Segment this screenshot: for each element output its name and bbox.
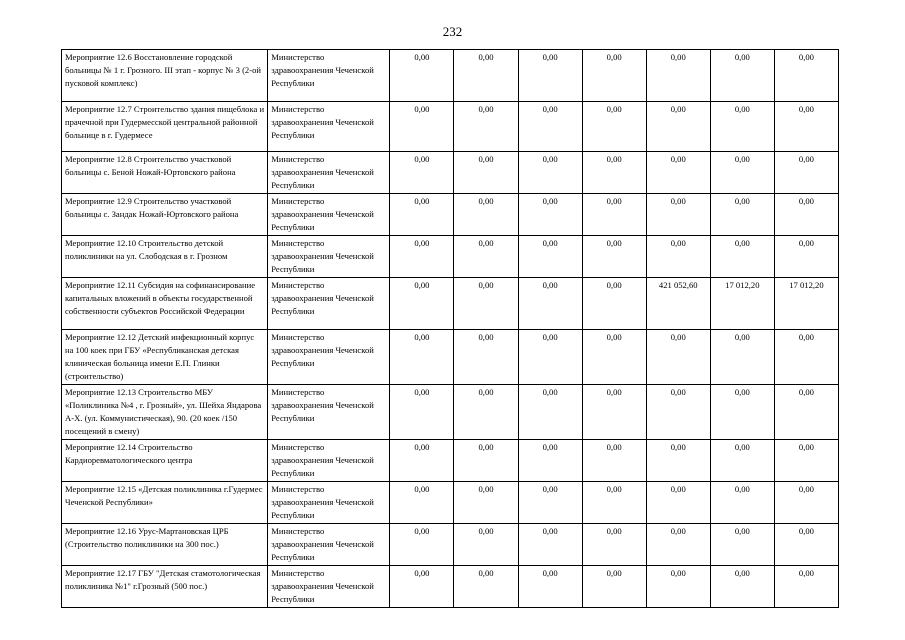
value-cell: 0,00 <box>582 152 646 194</box>
value-cell: 0,00 <box>454 440 518 482</box>
measure-name-cell: Мероприятие 12.11 Субсидия на софинансирование капитальных вложений в объекты государственной собственности субъектов Российской Федерации <box>62 278 268 330</box>
value-cell: 0,00 <box>454 385 518 440</box>
responsible-org-cell: Министерство здравоохранения Чеченской Республики <box>268 194 390 236</box>
value-cell: 0,00 <box>582 440 646 482</box>
value-cell: 0,00 <box>518 50 582 102</box>
responsible-org-cell: Министерство здравоохранения Чеченской Республики <box>268 278 390 330</box>
value-cell: 0,00 <box>518 194 582 236</box>
value-cell: 0,00 <box>518 152 582 194</box>
value-cell: 0,00 <box>582 330 646 385</box>
value-cell: 17 012,20 <box>774 278 838 330</box>
value-cell: 0,00 <box>710 524 774 566</box>
responsible-org-cell: Министерство здравоохранения Чеченской Республики <box>268 330 390 385</box>
value-cell: 0,00 <box>582 194 646 236</box>
value-cell: 0,00 <box>646 194 710 236</box>
value-cell: 0,00 <box>774 385 838 440</box>
measure-name-cell: Мероприятие 12.6 Восстановление городской больницы № 1 г. Грозного. III этап - корпус № 3 (2-ой пусковой комплекс) <box>62 50 268 102</box>
value-cell: 0,00 <box>454 482 518 524</box>
value-cell: 0,00 <box>454 566 518 608</box>
value-cell: 0,00 <box>582 236 646 278</box>
value-cell: 0,00 <box>582 566 646 608</box>
measure-name-cell: Мероприятие 12.15 «Детская поликлиника г.Гудермес Чеченской Республики» <box>62 482 268 524</box>
measure-name-cell: Мероприятие 12.8 Строительство участковой больницы с. Беной Ножай-Юртовского района <box>62 152 268 194</box>
value-cell: 0,00 <box>710 440 774 482</box>
measure-name-cell: Мероприятие 12.10 Строительство детской поликлиники на ул. Слободская в г. Грозном <box>62 236 268 278</box>
value-cell: 0,00 <box>454 524 518 566</box>
value-cell: 0,00 <box>454 194 518 236</box>
value-cell: 0,00 <box>582 278 646 330</box>
value-cell: 0,00 <box>454 50 518 102</box>
table-row <box>62 330 839 385</box>
table-row <box>62 194 839 236</box>
value-cell: 0,00 <box>710 482 774 524</box>
measure-name-cell: Мероприятие 12.7 Строительство здания пищеблока и прачечной при Гудермесской центральной районной больнице в г. Гудермесе <box>62 102 268 152</box>
value-cell: 0,00 <box>454 278 518 330</box>
value-cell: 0,00 <box>390 566 454 608</box>
value-cell: 0,00 <box>646 50 710 102</box>
value-cell: 0,00 <box>582 524 646 566</box>
responsible-org-cell: Министерство здравоохранения Чеченской Республики <box>268 385 390 440</box>
responsible-org-cell: Министерство здравоохранения Чеченской Республики <box>268 566 390 608</box>
value-cell: 0,00 <box>454 152 518 194</box>
page-number: 232 <box>442 24 463 39</box>
value-cell: 0,00 <box>774 236 838 278</box>
value-cell: 0,00 <box>582 385 646 440</box>
value-cell: 0,00 <box>646 236 710 278</box>
table-row <box>62 482 839 524</box>
value-cell: 0,00 <box>710 385 774 440</box>
value-cell: 0,00 <box>518 524 582 566</box>
table-row <box>62 440 839 482</box>
table-row <box>62 50 839 102</box>
measure-name-cell: Мероприятие 12.9 Строительство участковой больницы с. Зандак Ножай-Юртовского района <box>62 194 268 236</box>
value-cell: 0,00 <box>646 440 710 482</box>
table-body <box>62 50 839 608</box>
responsible-org-cell: Министерство здравоохранения Чеченской Республики <box>268 440 390 482</box>
value-cell: 0,00 <box>774 194 838 236</box>
value-cell: 0,00 <box>390 236 454 278</box>
value-cell: 0,00 <box>710 566 774 608</box>
value-cell: 0,00 <box>646 385 710 440</box>
value-cell: 0,00 <box>390 440 454 482</box>
value-cell: 17 012,20 <box>710 278 774 330</box>
value-cell: 0,00 <box>518 385 582 440</box>
table-row <box>62 278 839 330</box>
measure-name-cell: Мероприятие 12.17 ГБУ "Детская стамотологическая поликлиника №1" г.Грозный (500 пос.) <box>62 566 268 608</box>
table-row <box>62 385 839 440</box>
value-cell: 0,00 <box>454 102 518 152</box>
value-cell: 0,00 <box>710 50 774 102</box>
table-row <box>62 236 839 278</box>
value-cell: 0,00 <box>774 102 838 152</box>
value-cell: 0,00 <box>774 152 838 194</box>
value-cell: 0,00 <box>710 152 774 194</box>
value-cell: 0,00 <box>774 566 838 608</box>
measure-name-cell: Мероприятие 12.16 Урус-Мартановская ЦРБ (Строительство поликлиники на 300 пос.) <box>62 524 268 566</box>
table-row <box>62 566 839 608</box>
value-cell: 0,00 <box>390 385 454 440</box>
value-cell: 0,00 <box>390 330 454 385</box>
responsible-org-cell: Министерство здравоохранения Чеченской Республики <box>268 50 390 102</box>
value-cell: 0,00 <box>774 524 838 566</box>
table-row <box>62 152 839 194</box>
value-cell: 0,00 <box>710 236 774 278</box>
value-cell: 0,00 <box>646 524 710 566</box>
value-cell: 0,00 <box>390 194 454 236</box>
table-row <box>62 102 839 152</box>
value-cell: 0,00 <box>774 50 838 102</box>
budget-table <box>61 49 839 608</box>
value-cell: 0,00 <box>710 330 774 385</box>
value-cell: 0,00 <box>774 440 838 482</box>
responsible-org-cell: Министерство здравоохранения Чеченской Республики <box>268 102 390 152</box>
value-cell: 0,00 <box>646 566 710 608</box>
value-cell: 0,00 <box>518 102 582 152</box>
responsible-org-cell: Министерство здравоохранения Чеченской Республики <box>268 482 390 524</box>
value-cell: 0,00 <box>390 524 454 566</box>
responsible-org-cell: Министерство здравоохранения Чеченской Республики <box>268 524 390 566</box>
responsible-org-cell: Министерство здравоохранения Чеченской Республики <box>268 152 390 194</box>
value-cell: 0,00 <box>710 102 774 152</box>
value-cell: 0,00 <box>582 50 646 102</box>
value-cell: 0,00 <box>518 330 582 385</box>
responsible-org-cell: Министерство здравоохранения Чеченской Республики <box>268 236 390 278</box>
value-cell: 0,00 <box>390 102 454 152</box>
value-cell: 421 052,60 <box>646 278 710 330</box>
value-cell: 0,00 <box>582 482 646 524</box>
value-cell: 0,00 <box>518 566 582 608</box>
measure-name-cell: Мероприятие 12.14 Строительство Кардиоревматологического центра <box>62 440 268 482</box>
value-cell: 0,00 <box>518 236 582 278</box>
value-cell: 0,00 <box>646 330 710 385</box>
value-cell: 0,00 <box>518 278 582 330</box>
measure-name-cell: Мероприятие 12.13 Строительство МБУ «Поликлиника №4 , г. Грозный», ул. Шейха Яндарова А-Х. (ул. Коммунистическая), 90. (20 коек /150 посещений в смену) <box>62 385 268 440</box>
value-cell: 0,00 <box>646 102 710 152</box>
value-cell: 0,00 <box>518 440 582 482</box>
value-cell: 0,00 <box>454 236 518 278</box>
measure-name-cell: Мероприятие 12.12 Детский инфекционный корпус на 100 коек при ГБУ «Республиканская детская клиническая больница имени Е.П. Глинки (строительство) <box>62 330 268 385</box>
table-row <box>62 524 839 566</box>
value-cell: 0,00 <box>518 482 582 524</box>
value-cell: 0,00 <box>454 330 518 385</box>
value-cell: 0,00 <box>774 330 838 385</box>
value-cell: 0,00 <box>390 278 454 330</box>
value-cell: 0,00 <box>710 194 774 236</box>
value-cell: 0,00 <box>390 152 454 194</box>
value-cell: 0,00 <box>582 102 646 152</box>
value-cell: 0,00 <box>390 482 454 524</box>
value-cell: 0,00 <box>390 50 454 102</box>
value-cell: 0,00 <box>646 482 710 524</box>
value-cell: 0,00 <box>774 482 838 524</box>
value-cell: 0,00 <box>646 152 710 194</box>
